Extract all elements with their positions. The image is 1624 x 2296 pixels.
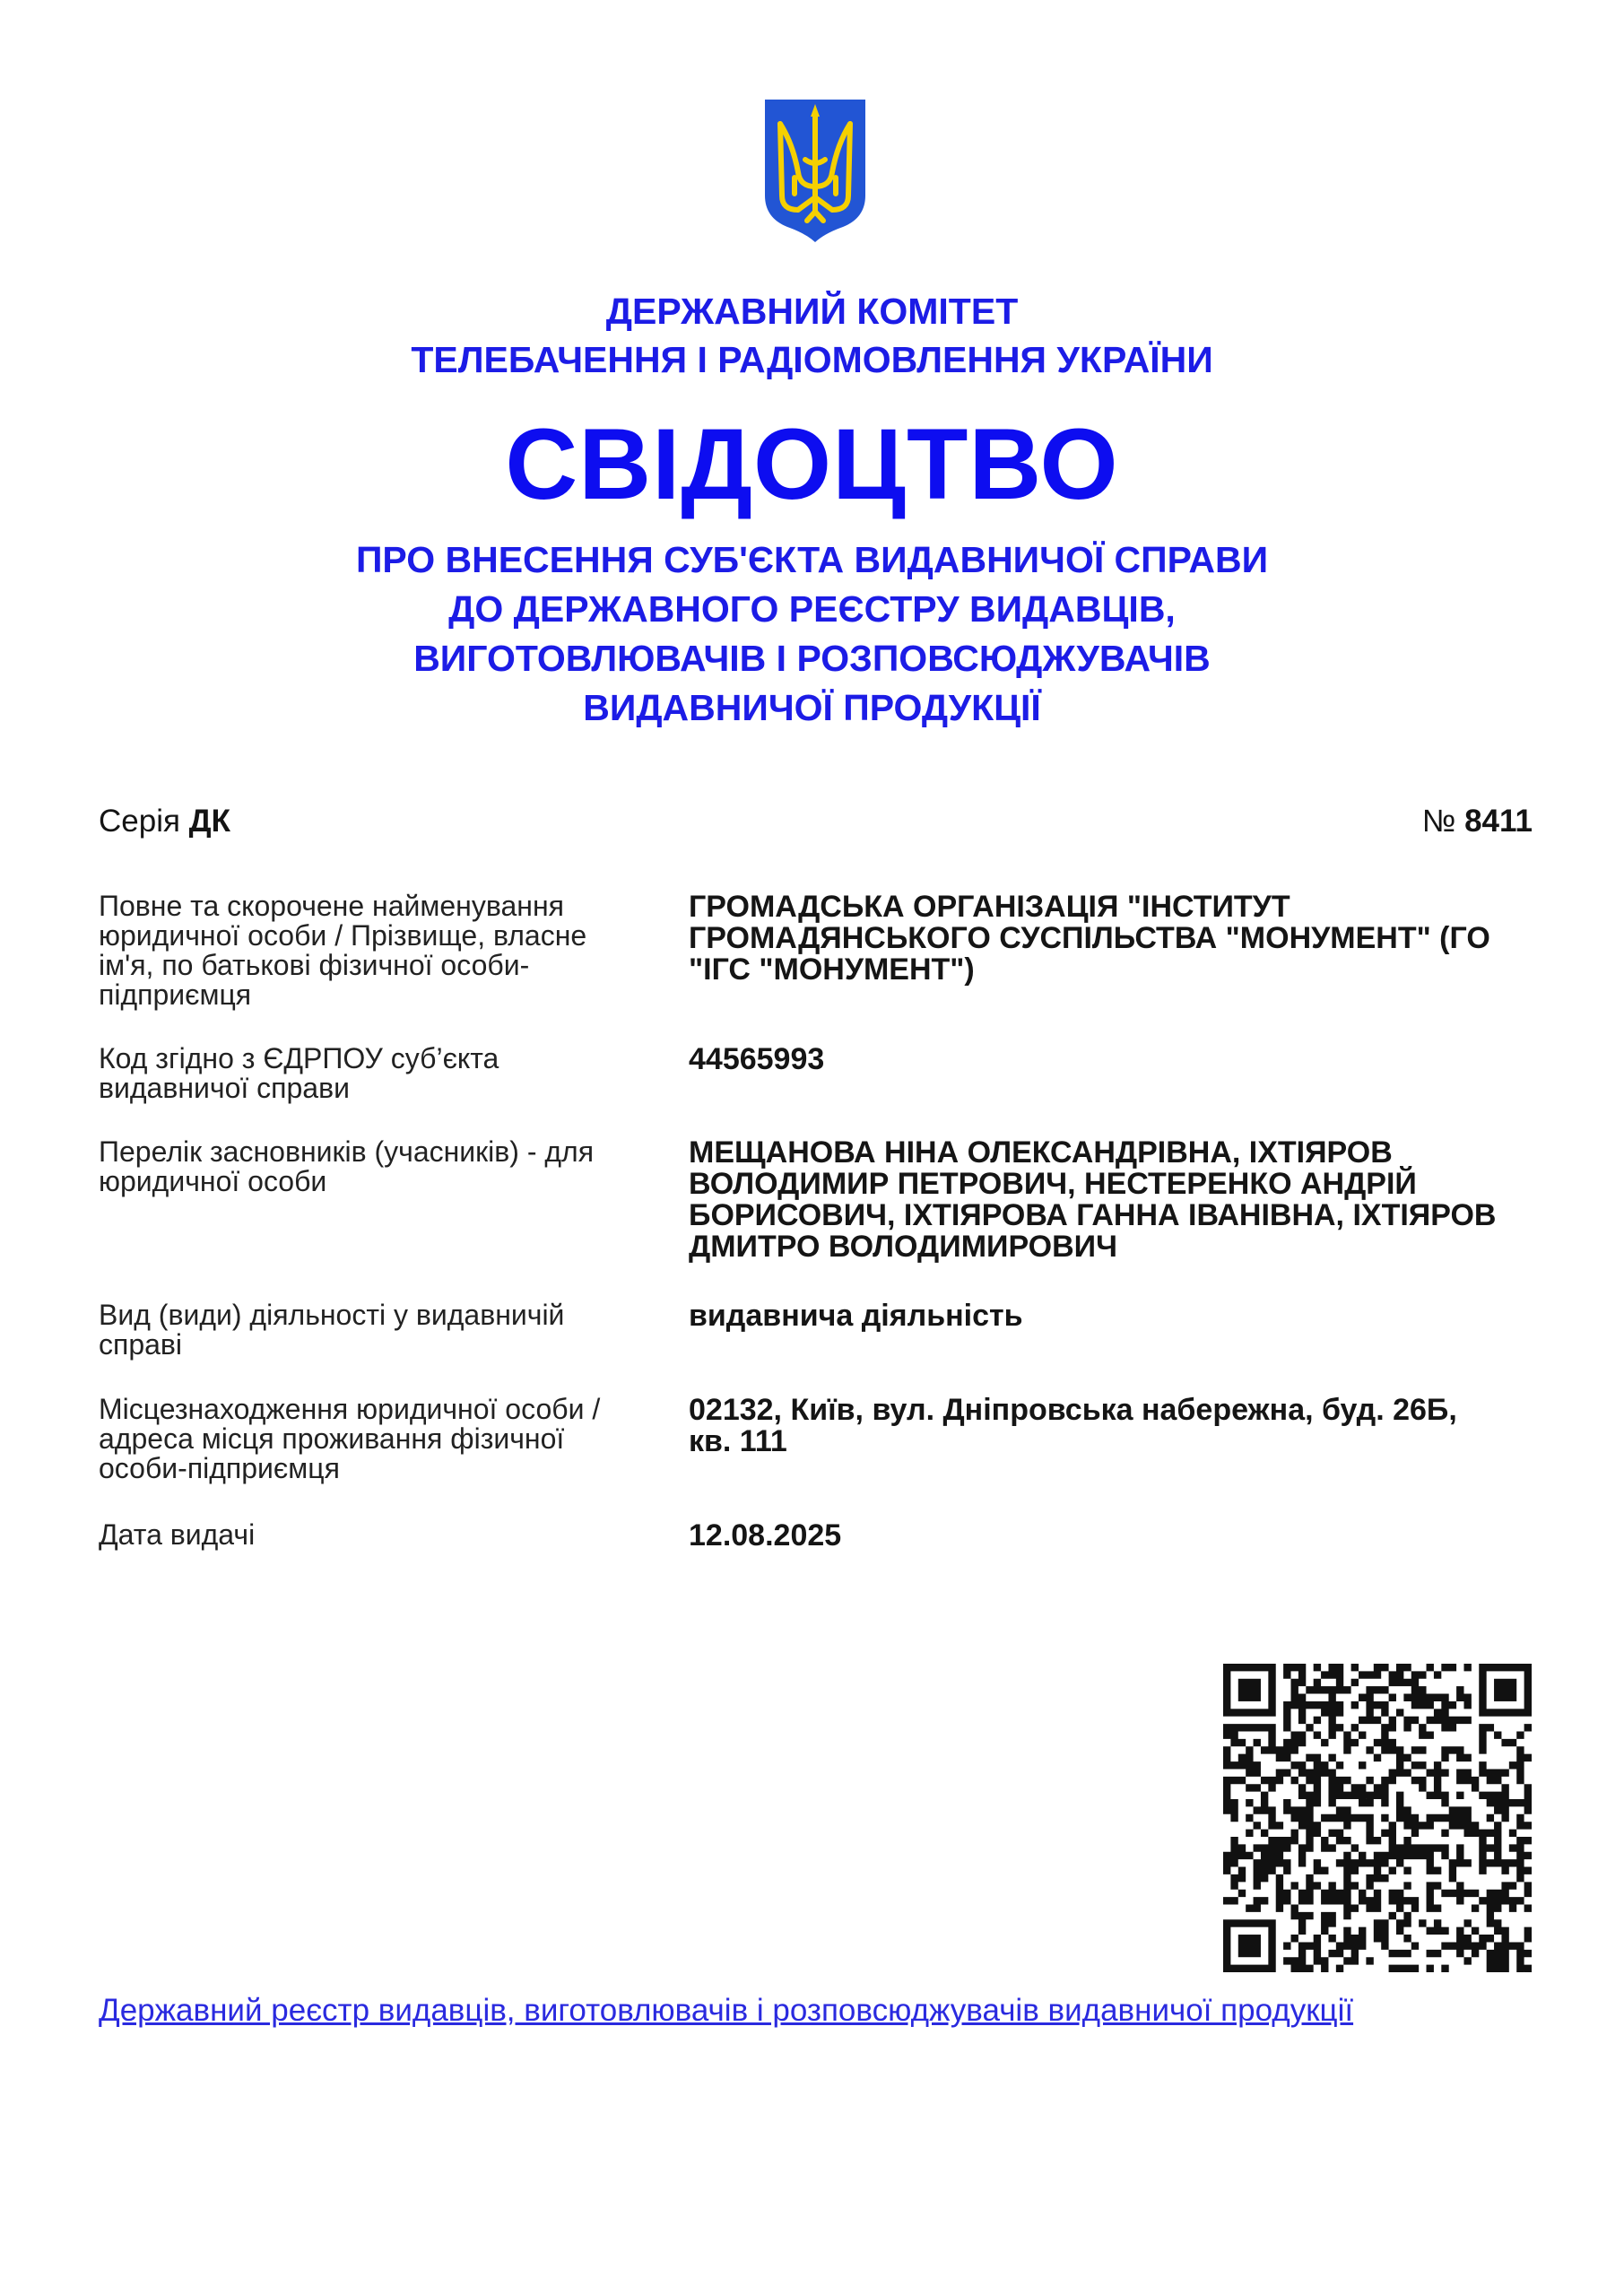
label-line: особи-підприємця: [99, 1452, 340, 1484]
value-line: 44565993: [689, 1042, 825, 1076]
series: [99, 804, 230, 839]
coat-of-arms-icon: [762, 97, 868, 245]
value-line: видавнича діяльність: [689, 1299, 1023, 1333]
label-line: Код згідно з ЄДРПОУ суб’єкта: [99, 1042, 499, 1074]
committee-name: [0, 287, 1624, 384]
value-line: ГРОМАДЯНСЬКОГО СУСПІЛЬСТВА "МОНУМЕНТ" (ГО: [689, 921, 1490, 955]
document-title: СВІДОЦТВО: [505, 408, 1119, 520]
field-value: [689, 1137, 1623, 1263]
value-line: ВОЛОДИМИР ПЕТРОВИЧ, НЕСТЕРЕНКО АНДРІЙ: [689, 1167, 1417, 1201]
subtitle-line: ВИГОТОВЛЮВАЧІВ І РОЗПОВСЮДЖУВАЧІВ: [413, 638, 1211, 679]
field-label: [99, 891, 655, 1010]
field-label: [99, 1137, 655, 1196]
subtitle-line: ВИДАВНИЧОЇ ПРОДУКЦІЇ: [583, 687, 1041, 728]
label-line: ім'я, по батькові фізичної особи-: [99, 949, 530, 981]
label-line: Місцезнаходження юридичної особи /: [99, 1393, 601, 1425]
label-line: Перелік засновників (учасників) - для: [99, 1135, 595, 1168]
value-line: 02132, Київ, вул. Дніпровська набережна, буд. 26Б,: [689, 1393, 1457, 1427]
label-line: Вид (види) діяльності у видавничій: [99, 1299, 565, 1331]
committee-line: ДЕРЖАВНИЙ КОМІТЕТ: [605, 291, 1019, 332]
field-value: [689, 891, 1623, 986]
number-label: №: [1421, 804, 1456, 839]
subtitle-line: ПРО ВНЕСЕННЯ СУБ'ЄКТА ВИДАВНИЧОЇ СПРАВИ: [355, 539, 1269, 580]
field-label: [99, 1520, 655, 1550]
number-value: 8411: [1464, 804, 1533, 839]
qr-code-icon[interactable]: [1223, 1664, 1532, 1972]
field-value: [689, 1044, 1623, 1075]
value-line: 12.08.2025: [689, 1518, 842, 1552]
label-line: видавничої справи: [99, 1072, 350, 1104]
label-line: підприємця: [99, 978, 252, 1011]
field-label: [99, 1395, 655, 1483]
committee-line: ТЕЛЕБАЧЕННЯ І РАДІОМОВЛЕННЯ УКРАЇНИ: [411, 339, 1213, 380]
value-line: кв. 111: [689, 1424, 787, 1458]
series-label: Серія: [99, 804, 180, 839]
field-value: [689, 1520, 1623, 1552]
value-line: БОРИСОВИЧ, ІХТІЯРОВА ГАННА ІВАНІВНА, ІХТІЯРОВ: [689, 1198, 1497, 1232]
field-label: [99, 1044, 655, 1103]
label-line: Дата видачі: [99, 1518, 256, 1551]
label-line: Повне та скорочене найменування: [99, 890, 564, 922]
value-line: ГРОМАДСЬКА ОРГАНІЗАЦІЯ "ІНСТИТУТ: [689, 890, 1290, 924]
field-label: [99, 1300, 655, 1360]
series-value: ДК: [188, 804, 230, 839]
certificate-number: [1422, 804, 1533, 839]
label-line: адреса місця проживання фізичної: [99, 1422, 565, 1455]
value-line: "ІГС "МОНУМЕНТ"): [689, 952, 975, 987]
value-line: МЕЩАНОВА НІНА ОЛЕКСАНДРІВНА, ІХТІЯРОВ: [689, 1135, 1393, 1170]
label-line: юридичної особи: [99, 1165, 327, 1197]
document-subtitle: [0, 535, 1624, 733]
label-line: справі: [99, 1328, 183, 1361]
value-line: ДМИТРО ВОЛОДИМИРОВИЧ: [689, 1230, 1118, 1264]
subtitle-line: ДО ДЕРЖАВНОГО РЕЄСТРУ ВИДАВЦІВ,: [448, 588, 1176, 630]
label-line: юридичної особи / Прізвище, власне: [99, 919, 587, 952]
registry-link[interactable]: Державний реєстр видавців, виготовлювачів і розповсюджувачів видавничої продукції: [99, 1993, 1354, 2028]
field-value: [689, 1395, 1623, 1457]
field-value: [689, 1300, 1623, 1332]
